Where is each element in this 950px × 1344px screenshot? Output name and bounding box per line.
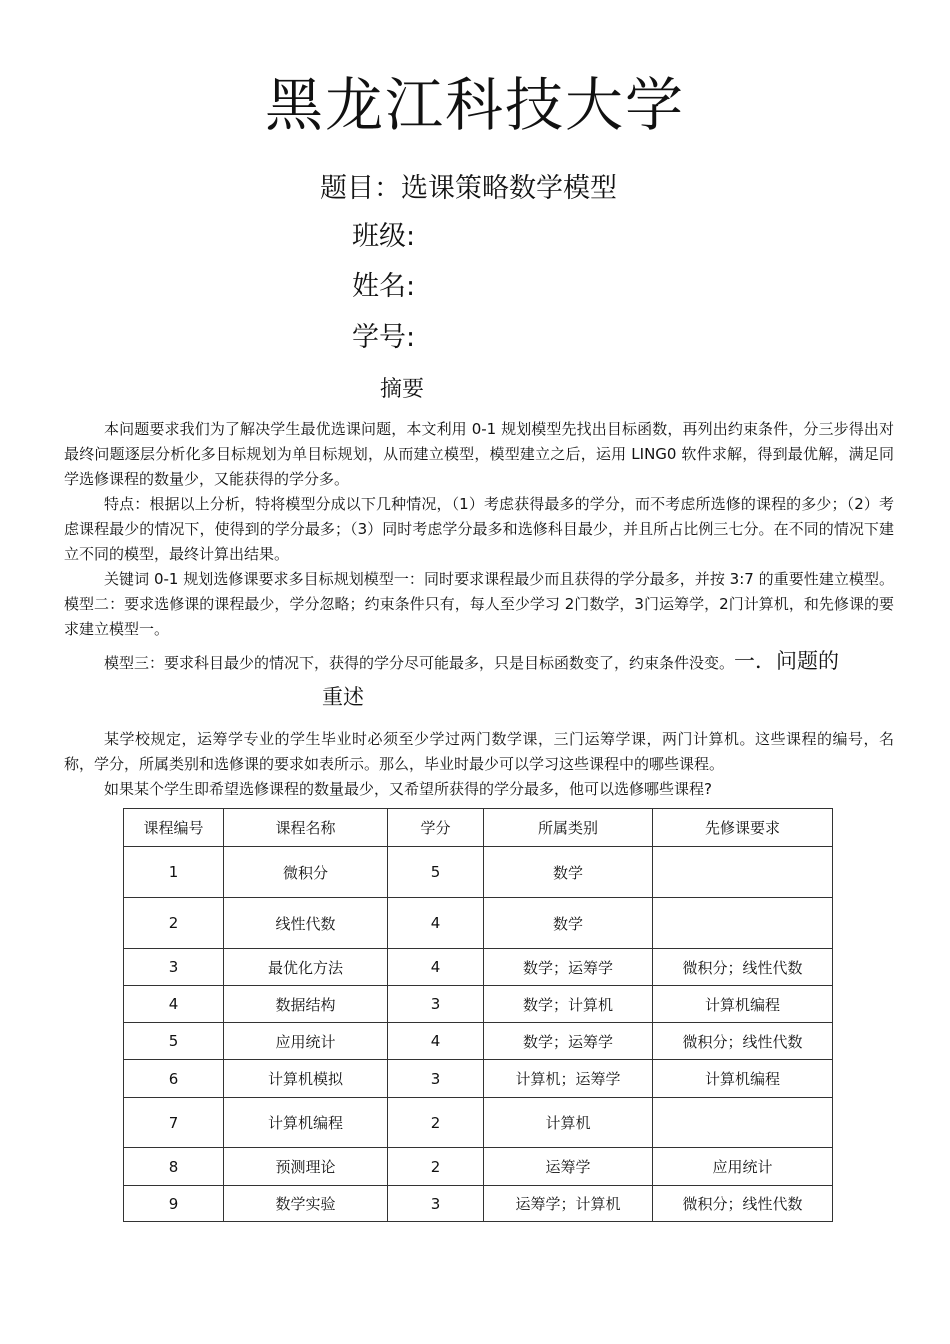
course-category: 数学；运筹学 (484, 1023, 653, 1060)
course-prerequisites (653, 1098, 833, 1148)
course-credits: 5 (388, 847, 484, 898)
course-name: 预测理论 (224, 1148, 388, 1186)
course-credits: 3 (388, 1186, 484, 1222)
course-id: 7 (124, 1098, 224, 1148)
course-category: 数学 (484, 847, 653, 898)
course-name: 数学实验 (224, 1186, 388, 1222)
table-row (124, 898, 833, 949)
table-header-row (124, 809, 833, 847)
course-name: 计算机模拟 (224, 1060, 388, 1098)
course-prerequisites (653, 847, 833, 898)
course-name: 微积分 (224, 847, 388, 898)
course-prerequisites: 计算机编程 (653, 1060, 833, 1098)
course-name: 应用统计 (224, 1023, 388, 1060)
class-label: 班级: (352, 221, 416, 252)
course-category: 数学；计算机 (484, 986, 653, 1023)
course-prerequisites: 计算机编程 (653, 986, 833, 1023)
restatement-paragraph-2: 如果某个学生即希望选修课程的数量最少，又希望所获得的学分最多，他可以选修哪些课程? (104, 780, 712, 798)
course-credits: 4 (388, 949, 484, 986)
course-prerequisites (653, 898, 833, 949)
section-title-part1: 一．问题的 (734, 649, 840, 673)
university-title: 黑龙江科技大学 (264, 71, 685, 139)
header-course-name: 课程名称 (224, 809, 388, 847)
course-id: 2 (124, 898, 224, 949)
abstract-heading: 摘要 (380, 377, 425, 402)
table-row (124, 1060, 833, 1098)
course-prerequisites: 微积分；线性代数 (653, 949, 833, 986)
header-prerequisites: 先修课要求 (653, 809, 833, 847)
table-row (124, 1098, 833, 1148)
course-id: 9 (124, 1186, 224, 1222)
model-three-text: 模型三：要求科目最少的情况下，获得的学分尽可能最多，只是目标函数变了，约束条件没变。 (104, 654, 735, 672)
header-credits: 学分 (388, 809, 484, 847)
course-credits: 4 (388, 1023, 484, 1060)
course-category: 计算机；运筹学 (484, 1060, 653, 1098)
table-row (124, 1186, 833, 1222)
course-credits: 2 (388, 1148, 484, 1186)
course-category: 运筹学；计算机 (484, 1186, 653, 1222)
course-table (123, 808, 833, 1222)
course-category: 数学；运筹学 (484, 949, 653, 986)
course-name: 计算机编程 (224, 1098, 388, 1148)
restatement-paragraph-1: 某学校规定，运筹学专业的学生毕业时必须至少学过两门数学课，三门运筹学课，两门计算机。这些课程的编号，名称，学分，所属类别和选修课的要求如表所示。那么，毕业时最少可以学习这些课程中的哪些课程。 (64, 730, 894, 773)
table-row (124, 986, 833, 1023)
course-id: 4 (124, 986, 224, 1023)
course-id: 3 (124, 949, 224, 986)
table-row (124, 949, 833, 986)
course-id: 1 (124, 847, 224, 898)
course-id: 8 (124, 1148, 224, 1186)
course-prerequisites: 微积分；线性代数 (653, 1023, 833, 1060)
name-label: 姓名: (352, 271, 416, 302)
abstract-paragraph-2: 特点：根据以上分析，特将模型分成以下几种情况，（1）考虑获得最多的学分，而不考虑所选修的课程的多少；（2）考虑课程最少的情况下，使得到的学分最多；（3）同时考虑学分最多和选修科目最少，并且所占比例三七分。在不同的情况下建立不同的模型，最终计算出结果。 (64, 495, 894, 563)
topic-title: 题目：选课策略数学模型 (320, 173, 617, 204)
model-three-paragraph (64, 649, 894, 676)
student-id-label: 学号: (352, 322, 416, 353)
table-row (124, 847, 833, 898)
course-category: 数学 (484, 898, 653, 949)
course-name: 数据结构 (224, 986, 388, 1023)
course-prerequisites: 微积分；线性代数 (653, 1186, 833, 1222)
course-name: 最优化方法 (224, 949, 388, 986)
course-credits: 3 (388, 986, 484, 1023)
course-id: 6 (124, 1060, 224, 1098)
keywords-paragraph: 关键词 0-1 规划选修课要求多目标规划模型一：同时要求课程最少而且获得的学分最多，并按 3:7 的重要性建立模型。模型二：要求选修课的课程最少，学分忽略；约束条件只有，每人至少学习 2门数学，3门运筹学，2门计算机，和先修课的要求建立模型一。 (64, 570, 894, 638)
course-credits: 2 (388, 1098, 484, 1148)
course-category: 运筹学 (484, 1148, 653, 1186)
course-prerequisites: 应用统计 (653, 1148, 833, 1186)
course-credits: 3 (388, 1060, 484, 1098)
header-course-id: 课程编号 (124, 809, 224, 847)
course-credits: 4 (388, 898, 484, 949)
course-id: 5 (124, 1023, 224, 1060)
course-category: 计算机 (484, 1098, 653, 1148)
course-name: 线性代数 (224, 898, 388, 949)
header-category: 所属类别 (484, 809, 653, 847)
table-row (124, 1023, 833, 1060)
abstract-paragraph-1: 本问题要求我们为了解决学生最优选课问题，本文利用 0-1 规划模型先找出目标函数，再列出约束条件，分三步得出对最终问题逐层分析化多目标规划为单目标规划，从而建立模型，模型建立之后，运用 LING0 软件求解，得到最优解，满足同学选修课程的数量少，又能获得的学分多。 (64, 420, 894, 488)
section-title-part2: 重述 (322, 685, 364, 709)
table-row (124, 1148, 833, 1186)
